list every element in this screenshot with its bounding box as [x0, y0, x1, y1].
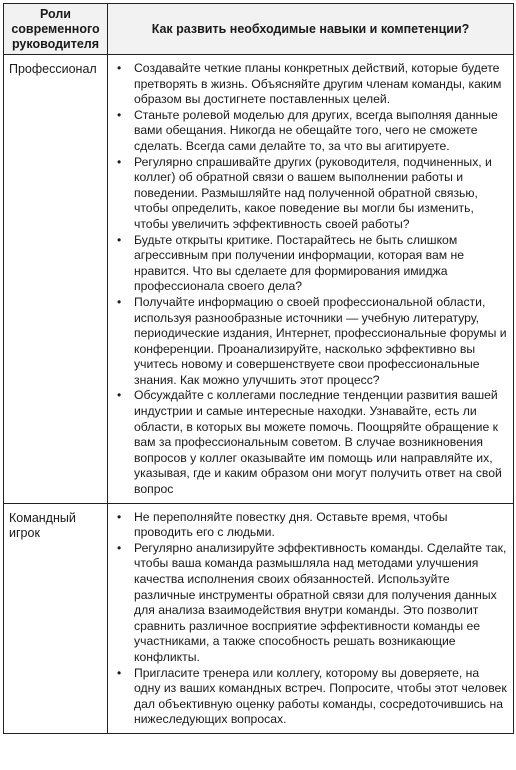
list-item-text: Будьте открыты критике. Постарайтесь не быть слишком агрессивным при получении информации, которая вам не нравится. Что вы сделаете для формирования имиджа профессионала своего дела? — [134, 232, 465, 294]
list-item-text: Пригласите тренера или коллегу, которому вы доверяете, на одну из ваших командных встреч. Попросите, чтобы этот человек дал объективную оценку работы команды, сосредоточившись на нижеследующих вопросах. — [134, 665, 507, 727]
list-item — [112, 155, 507, 233]
list-item-text: Регулярно анализируйте эффективность команды. Сделайте так, чтобы ваша команда размышляла над методами улучшения качества исполнения своих обязанностей. Используйте различные инструменты обратной связи для получения данных для анализа взаимодействия внутри команды. Это позволит сравнить различное восприятие эффективности команды ее участниками, а также способность решать возникающие конфликты. — [134, 540, 507, 664]
list-item — [112, 295, 507, 389]
list-item — [112, 233, 507, 295]
role-cell: Командный игрок — [4, 503, 108, 733]
bullet-icon: • — [117, 232, 122, 247]
list-item-text: Станьте ролевой моделью для других, всегда выполняя данные вами обещания. Никогда не обещайте того, чего не сможете сделать. Всегда сами делайте то, за что вы агитируете. — [134, 107, 498, 153]
list-item-text: Создавайте четкие планы конкретных действий, которые будете претворять в жизнь. Объясняйте другим членам команды, каким образом вы достигнете поставленных целей. — [134, 61, 502, 107]
bullet-icon: • — [117, 107, 122, 122]
header-how-to-develop: Как развить необходимые навыки и компетенции? — [108, 4, 514, 55]
bullet-icon: • — [117, 665, 122, 680]
list-item — [112, 61, 507, 108]
table-row — [4, 55, 514, 504]
list-item — [112, 108, 507, 155]
advice-cell — [108, 503, 514, 733]
header-roles: Роли современного руководителя — [4, 4, 108, 55]
list-item — [112, 388, 507, 497]
advice-list — [112, 510, 507, 728]
table-header-row — [4, 4, 514, 55]
bullet-icon: • — [117, 540, 122, 555]
bullet-icon: • — [117, 294, 122, 309]
bullet-icon: • — [117, 154, 122, 169]
list-item-text: Получайте информацию о своей профессиональной области, используя разнообразные источники — учебную литературу, периодические издания, Интернет, профессиональные форумы и конференции. Проанализируйте, насколько эффективно вы учитесь новому и совершенствуете свои профессиональные знания. Как можно улучшить этот процесс? — [134, 294, 507, 387]
bullet-icon: • — [117, 388, 122, 403]
list-item — [112, 510, 507, 541]
list-item — [112, 666, 507, 728]
advice-list — [112, 61, 507, 498]
advice-cell — [108, 55, 514, 504]
competencies-table — [3, 3, 514, 734]
list-item-text: Не переполняйте повестку дня. Оставьте время, чтобы проводить его с людьми. — [134, 509, 448, 540]
table-row — [4, 503, 514, 733]
list-item-text: Обсуждайте с коллегами последние тенденции развития вашей индустрии и самые интересные находки. Узнавайте, есть ли области, в которых вы можете помочь. Поощряйте обращение к вам за профессиональным советом. В случае возникновения вопросов у коллег оказывайте им помощь или направляйте их, указывая, где и каким образом они могут получить ответ на свой вопрос — [134, 388, 502, 497]
list-item-text: Регулярно спрашивайте других (руководителя, подчиненных, и коллег) об обратной связи о вашем выполнении работы и поведении. Размышляйте над полученной обратной связью, чтобы определить, какое поведение вы могли бы изменить, чтобы увеличить эффективность своей работы? — [134, 154, 492, 231]
role-cell: Профессионал — [4, 55, 108, 504]
bullet-icon: • — [117, 61, 122, 75]
bullet-icon: • — [117, 509, 122, 524]
list-item — [112, 541, 507, 666]
